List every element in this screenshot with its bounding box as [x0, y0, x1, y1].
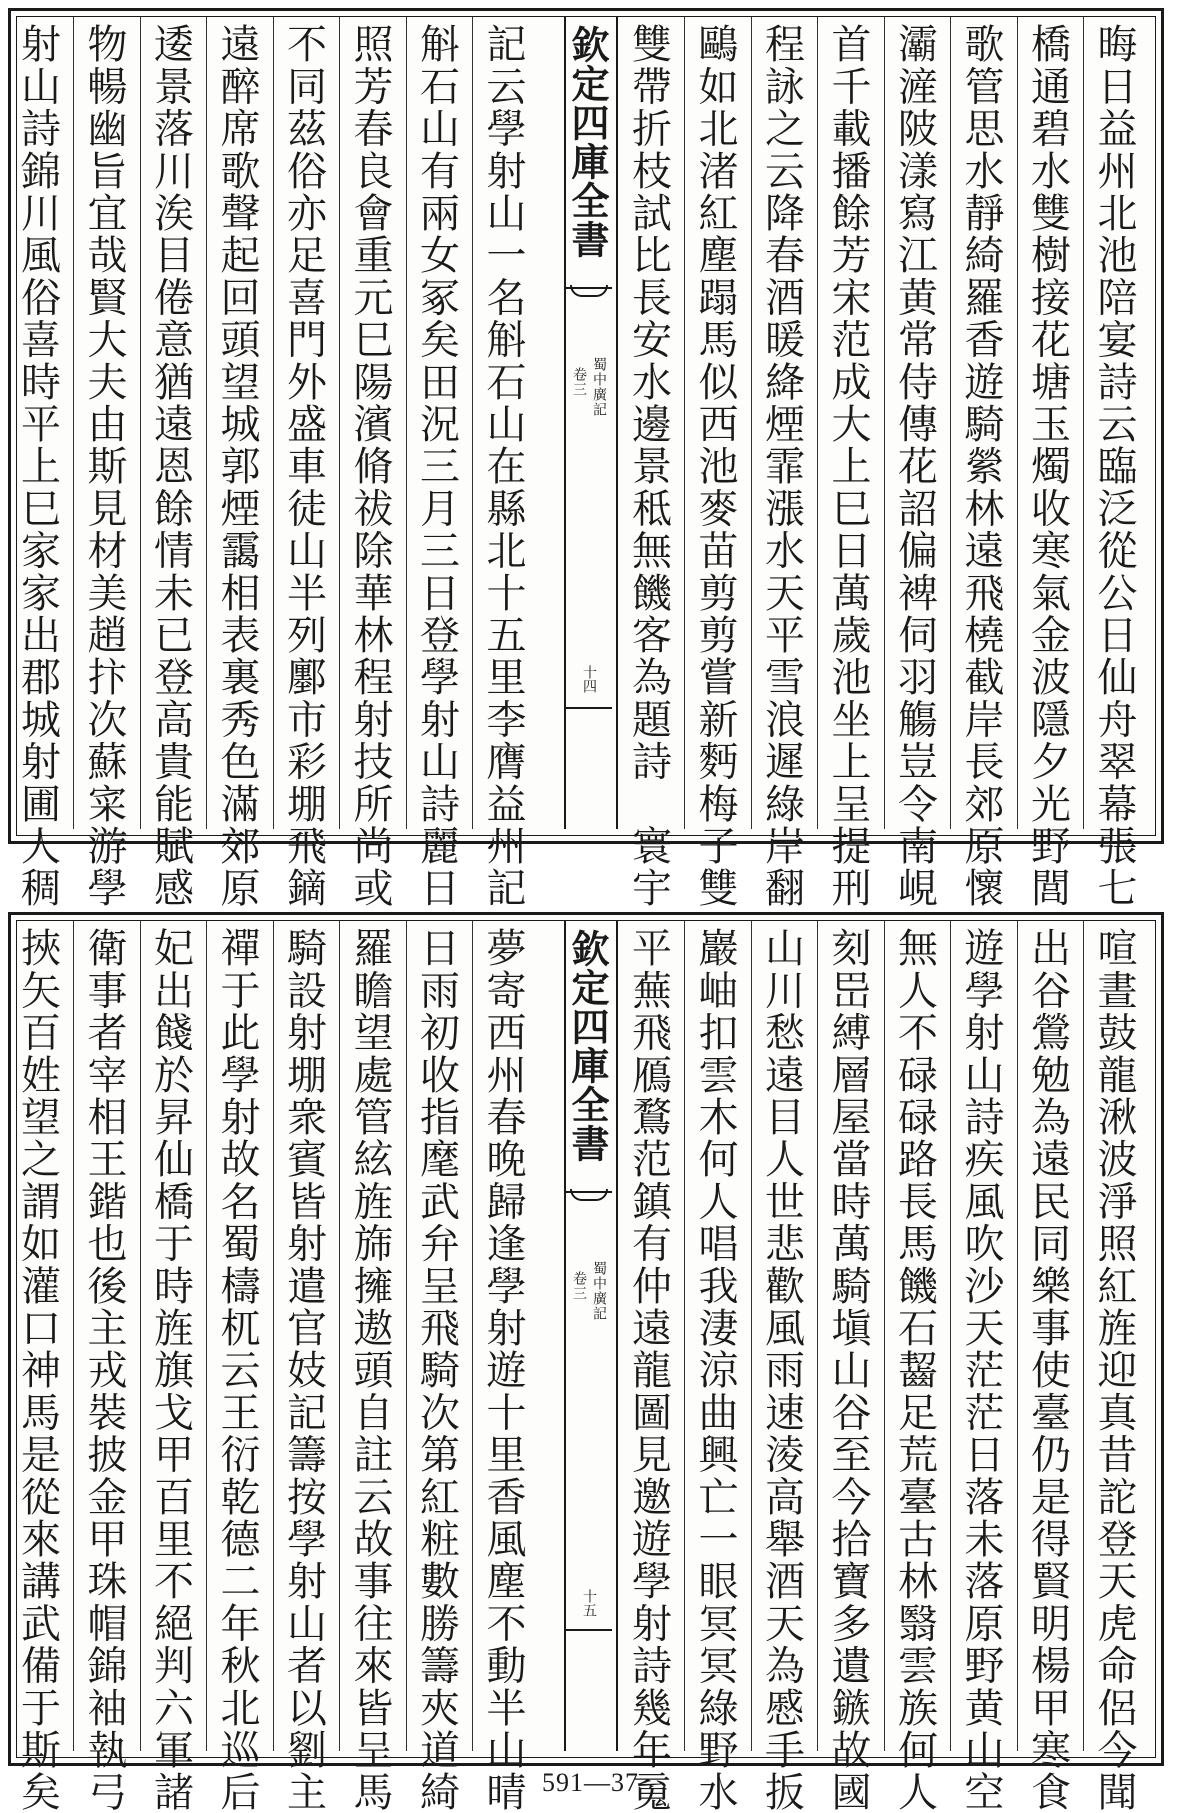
- lower-fishtail-bottom: [566, 1629, 612, 1665]
- lower-text-column: 禪于此學射故名蜀檮杌云王衍乾德二年秋北巡后: [214, 927, 260, 1813]
- upper-column-rule: [1017, 17, 1018, 829]
- lower-volume-label: 卷三: [571, 1271, 587, 1301]
- upper-text-column: 照芳春良會重元巳陽濱脩祓除華林程射技所尚或: [347, 23, 393, 910]
- lower-text-column: 巖岫扣雲木何人唱我淒涼曲興亡一眼冥冥綠野水: [692, 927, 738, 1813]
- lower-column-rule: [472, 921, 473, 1751]
- lower-text-column: 騎設射堋衆賓皆射遣官妓記籌按學射山者以劉主: [280, 927, 327, 1813]
- lower-column-rule: [1017, 921, 1018, 1751]
- lower-text-column: 妃出餞於昇仙橋于時旌旗戈甲百里不絕判六軍諸: [147, 927, 194, 1813]
- upper-text-column: 灞滻陂漾寫江黄常侍傳花詔偏裨伺羽觴豈令南峴: [891, 23, 938, 910]
- upper-column-rule: [950, 17, 951, 829]
- lower-folio-number: 十五: [581, 1589, 597, 1617]
- upper-text-column: 鷗如北渚紅塵蹋馬似西池麥苗剪剪嘗新麪梅子雙: [692, 23, 738, 910]
- lower-text-column: 挾矢百姓望之謂如灌口神馬是從來講武備于斯矣: [14, 927, 61, 1813]
- lower-center-column: [564, 921, 618, 1751]
- lower-text-column: 夢寄西州春晚歸逢學射遊十里香風塵不動半山晴: [480, 927, 526, 1813]
- upper-text-column: 記云學射山一名斛石山在縣北十五里李膺益州記: [480, 23, 526, 910]
- lower-column-rule: [206, 921, 207, 1751]
- upper-volume-label: 卷三: [571, 367, 587, 397]
- lower-column-rule: [339, 921, 340, 1751]
- lower-column-rule: [684, 921, 685, 1751]
- lower-book-title: 欽定四庫全書: [565, 929, 610, 1163]
- upper-column-rule: [1083, 17, 1084, 829]
- upper-text-column: 橋通碧水雙樹接花塘玉燭收寒氣金波隱夕光野閭: [1024, 23, 1071, 910]
- lower-text-column: 平蕪飛鴈鶩范鎮有仲遠龍圖見邀遊學射詩幾年䰟: [625, 927, 672, 1813]
- lower-column-rule: [817, 921, 818, 1751]
- upper-column-rule: [206, 17, 207, 829]
- lower-text-column: 無人不碌碌路長馬饑石齧足荒臺古林翳雲族何人: [891, 927, 938, 1813]
- upper-column-rule: [884, 17, 885, 829]
- lower-column-rule: [273, 921, 274, 1751]
- lower-column-rule: [140, 921, 141, 1751]
- upper-text-column: 歌管思水靜綺羅香遊騎縈林遠飛橈截岸長郊原懷: [958, 23, 1004, 910]
- upper-text-column: 雙帶折枝試比長安水邊景秪無饑客為題詩 寰宇: [625, 23, 672, 910]
- lower-text-column: 遊學射山詩疾風吹沙天茫茫日落未落原野黄山空: [958, 927, 1004, 1813]
- upper-column-rule: [817, 17, 818, 829]
- upper-column-rule: [273, 17, 274, 829]
- upper-text-column: 晦日益州北池陪宴詩云臨泛從公日仙舟翠幕張七: [1091, 23, 1137, 910]
- upper-text-column: 遠醉席歌聲起回頭望城郭煙靄相表裏秀色滿郊原: [214, 23, 260, 910]
- upper-column-rule: [73, 17, 74, 829]
- upper-page-frame: [8, 8, 1164, 910]
- upper-fishtail-top: [566, 253, 612, 289]
- upper-center-column: [564, 17, 618, 829]
- lower-text-column: 出谷鶯勉為遠民同樂事使臺仍是得賢明楊甲寒食: [1024, 927, 1071, 1813]
- lower-column-rule: [1083, 921, 1084, 1751]
- upper-text-column: 斛石山有兩女冢矣田況三月三日登學射山詩麗日: [413, 23, 460, 910]
- upper-book-title: 欽定四庫全書: [565, 25, 610, 259]
- upper-text-column: 射山詩錦川風俗喜時平上巳家家出郡城射圃人稠: [14, 23, 61, 910]
- upper-column-rule: [406, 17, 407, 829]
- lower-column-rule: [950, 921, 951, 1751]
- lower-text-column: 羅瞻望處管絃旌旆擁遨頭自註云故事往來皆呈馬: [347, 927, 393, 1813]
- lower-column-rule: [751, 921, 752, 1751]
- upper-section-title: 蜀中廣記: [591, 357, 607, 417]
- lower-column-rule: [884, 921, 885, 1751]
- upper-column-rule: [472, 17, 473, 829]
- lower-text-column: 日雨初收指麾武弁呈飛騎次第紅粧數勝籌夾道綺: [413, 927, 460, 1813]
- lower-text-column: 山川愁遠目人世悲歡風雨速淩高舉酒天為慼手扳: [758, 927, 805, 1813]
- upper-text-column: 不同茲俗亦足喜門外盛車徒山半列鄽市彩堋飛鏑: [280, 23, 327, 910]
- lower-section-title: 蜀中廣記: [591, 1261, 607, 1321]
- upper-text-column: 逶景落川涘目倦意猶遠恩餘情未已登高貴能賦感: [147, 23, 194, 910]
- lower-text-column: 刻岊縛層屋當時萬騎塡山谷至今拾寶多遺鏃故國: [825, 927, 871, 1813]
- lower-column-rule: [406, 921, 407, 1751]
- upper-text-column: 物暢幽旨宜哉賢大夫由斯見材美趙抃次蘇寀游學: [81, 23, 127, 910]
- upper-fishtail-bottom: [566, 707, 612, 743]
- page-number: 591—37: [542, 1768, 639, 1797]
- lower-text-column: 喧晝鼓龍湫波淨照紅旌迎真昔詑登天虎命侶今聞: [1091, 927, 1137, 1813]
- upper-text-column: 程詠之云降春酒暖絳煙霏漲水天平雪浪遲綠岸翻: [758, 23, 805, 910]
- upper-column-rule: [751, 17, 752, 829]
- lower-text-column: 衛事者宰相王鍇也後主戎裝披金甲珠帽錦袖執弓: [81, 927, 127, 1813]
- upper-folio-number: 十四: [581, 665, 597, 693]
- lower-fishtail-top: [566, 1157, 612, 1193]
- upper-column-rule: [140, 17, 141, 829]
- upper-text-column: 首千載播餘芳宋范成大上巳日萬歲池坐上呈提刑: [825, 23, 871, 910]
- lower-column-rule: [73, 921, 74, 1751]
- upper-column-rule: [684, 17, 685, 829]
- upper-column-rule: [339, 17, 340, 829]
